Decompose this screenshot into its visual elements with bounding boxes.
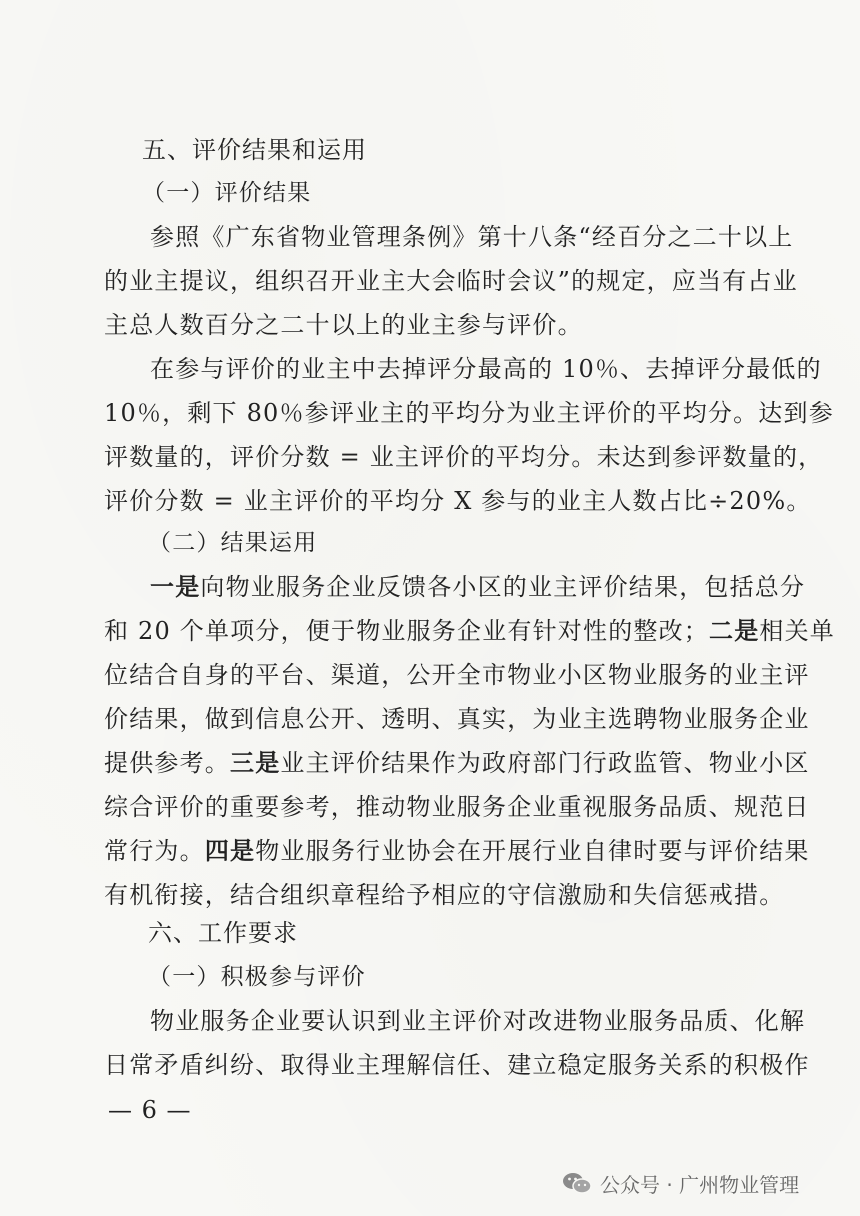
- watermark-text: 公众号 · 广州物业管理: [600, 1172, 800, 1197]
- para-3-line-6: 综合评价的重要参考，推动物业服务企业重视服务品质、规范日: [104, 793, 810, 821]
- section-5-title: 五、评价结果和运用: [142, 136, 367, 164]
- para-3-line-7-text-b: 物业服务行业协会在开展行业自律时要与评价结果: [255, 837, 810, 865]
- page-number: — 6 —: [108, 1096, 192, 1124]
- para-3-line-3: 位结合自身的平台、渠道，公开全市物业小区物业服务的业主评: [104, 661, 810, 689]
- bold-marker-1: 一是: [150, 573, 201, 601]
- para-3-line-1: [150, 570, 806, 604]
- para-3-line-5: [104, 746, 810, 780]
- para-4-line-2: 日常矛盾纠纷、取得业主理解信任、建立稳定服务关系的积极作: [104, 1051, 810, 1079]
- bold-marker-4: 四是: [204, 837, 256, 865]
- para-2-line-1: 在参与评价的业主中去掉评分最高的 10％、去掉评分最低的: [150, 355, 822, 383]
- section-6-title: 六、工作要求: [148, 919, 298, 947]
- para-1-line-1: 参照《广东省物业管理条例》第十八条“经百分之二十以上: [150, 223, 794, 251]
- bold-marker-3: 三是: [230, 749, 281, 777]
- para-1-line-2: 的业主提议，组织召开业主大会临时会议”的规定，应当有占业: [104, 267, 798, 295]
- para-4-line-1: 物业服务企业要认识到业主评价对改进物业服务品质、化解: [150, 1007, 806, 1035]
- para-3-line-2-text-b: 相关单: [759, 617, 836, 645]
- para-2-line-2: 10％，剩下 80％参评业主的平均分为业主评价的平均分。达到参: [104, 399, 834, 427]
- para-3-line-1-text: 向物业服务企业反馈各小区的业主评价结果，包括总分: [200, 573, 806, 601]
- bold-marker-2: 二是: [709, 617, 760, 645]
- para-3-line-7-text-a: 常行为。: [104, 837, 205, 865]
- para-3-line-2: [104, 614, 836, 648]
- para-1-line-3: 主总人数百分之二十以上的业主参与评价。: [104, 311, 583, 339]
- watermark: [562, 1166, 799, 1200]
- section-5-subheading-1: （一）评价结果: [142, 180, 312, 206]
- section-6-subheading-1: （一）积极参与评价: [148, 964, 366, 990]
- para-3-line-7: [104, 834, 810, 868]
- para-2-line-4: 评价分数 = 业主评价的平均分 X 参与的业主人数占比÷20%。: [104, 487, 812, 515]
- para-3-line-8: 有机衔接，结合组织章程给予相应的守信激励和失信惩戒措。: [104, 881, 785, 909]
- para-3-line-5-text-b: 业主评价结果作为政府部门行政监管、物业小区: [280, 749, 810, 777]
- section-5-subheading-2: （二）结果运用: [148, 530, 318, 556]
- para-3-line-2-text-a: 和 20 个单项分，便于物业服务企业有针对性的整改；: [104, 617, 709, 645]
- wechat-icon: [562, 1171, 592, 1195]
- para-3-line-4: 价结果，做到信息公开、透明、真实，为业主选聘物业服务企业: [104, 705, 810, 733]
- para-2-line-3: 评数量的，评价分数 = 业主评价的平均分。未达到参评数量的，: [104, 443, 824, 471]
- para-3-line-5-text-a: 提供参考。: [104, 749, 230, 777]
